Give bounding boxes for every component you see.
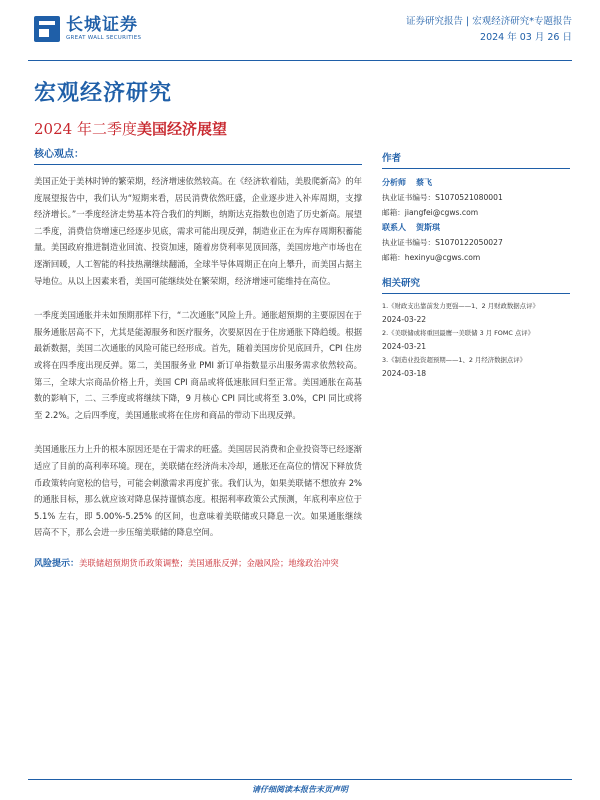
report-header [0,0,600,62]
risk-label: 风险提示： [34,558,80,569]
author-1-cert: 执业证书编号：S1070521080001 [382,193,503,202]
sidebar [382,150,570,381]
company-logo [34,16,141,42]
author-1-name: 分析师 蔡飞 [382,178,432,187]
paragraph-2: 一季度美国通胀并未如预期那样下行，“二次通胀”风险上升。通胀超预期的主要原因在于服务通胀居高不下，尤其是能源服务和医疗服务，次要原因在于住房通胀下降趋缓。根据最新数据，美国二次通胀的风险可能已经形成。首先，随着美国房价见底回升，CPI 住房或将在四季度出现反弹。第二，美国服务业 PMI 新订单指数显示出服务需求依然较高。第三，全球大宗商品价格上升，美国 CPI 商品或将低速胀回归至正常。美国通胀在高基数的影响下，二、三季度或将继续下降，9 月核心 CPI 同比或将至 3.0%，CPI 同比或将至 2.2%。之后四季度，美国通胀或将在住房和商品的带动下出现反弹。 [34,310,362,420]
logo-icon [34,16,60,42]
risk-warning [34,555,362,573]
related-item-3-title[interactable]: 3.《制造业投资超预期——1、2 月经济数据点评》 [382,356,527,364]
related-research-heading: 相关研究 [382,275,570,294]
core-view-heading: 核心观点： [34,145,362,165]
authors-heading: 作者 [382,150,570,169]
author-2-name: 联系人 贺斯琪 [382,223,440,232]
report-subtitle [34,118,227,139]
author-1-email[interactable]: 邮箱：jiangfei@cgws.com [382,208,479,217]
subtitle-bold: 美国经济展望 [136,120,227,138]
paragraph-1: 美国正处于美林时钟的繁荣期，经济增速依然较高。在《经济软着陆，美股爬新高》的年度展望报告中，我们认为“短期来看，居民消费依然旺盛，企业逐步进入补库周期，支撑经济增长。”一季度经济走势基本符合我们的判断，纳斯达克指数也创造了历史新高。展望二季度，消费信贷增速已经逐步见底，需求可能出现反弹，制造业正在为库存周期积蓄能量。美国政府推进制造业回流、投资加速，随着房贷利率见顶回落，美国房地产市场也在逐渐回暖，人工智能的科技热潮继续翻涌，全球半导体周期正在向上攀升，而美国占据主导地位。从以上因素来看，美国可能继续处在繁荣期，经济增速可能维持在高位。 [34,176,362,286]
report-type: 证券研究报告 | 宏观经济研究*专题报告 [406,16,572,27]
logo-english-name: GREAT WALL SECURITIES [66,35,142,41]
author-2-cert: 执业证书编号：S1070122050027 [382,238,503,247]
author-2-email[interactable]: 邮箱：hexinyu@cgws.com [382,253,481,262]
related-item-2-date: 2024-03-21 [382,342,427,351]
paragraph-3: 美国通胀压力上升的根本原因还是在于需求的旺盛。美国居民消费和企业投资等已经逐渐适应了目前的高利率环境。现在，美联储在经济尚未冷却，通胀还在高位的情况下释放货币政策转向宽松的信号，可能会刺激需求再度扩张。我们认为，如果美联储不想放弃 2% 的通胀目标，那么就应该对降息保持谨慎态度。根据利率政策公式预测，年底利率应位于 5.1% 左右，即 5.00%-5.25% 的区间，也意味着美联储或只降息一次。如果通胀继续居高不下，那么会进一步压缩美联储的降息空间。 [34,444,362,538]
footer-disclaimer: 请仔细阅读本报告末页声明 [252,785,348,794]
related-item-2-title[interactable]: 2.《美联储或将重回最鹰一美联储 3 月 FOMC 点评》 [382,329,535,337]
footer-divider [28,779,572,780]
report-date: 2024 年 03 月 26 日 [480,32,572,43]
related-item-3-date: 2024-03-18 [382,369,427,378]
related-item-1-title[interactable]: 1.《财政支出靠前发力更强——1、2 月财政数据点评》 [382,302,539,310]
risk-text: 美联储超预期货币政策调整；美国通胀反弹；金融风险；地缘政治冲突 [79,557,339,568]
main-content [34,145,362,572]
subtitle-prefix: 2024 年二季度 [34,120,137,138]
logo-chinese-name: 长城证券 [66,15,138,35]
header-meta [406,14,572,46]
header-divider [28,60,572,61]
page-title: 宏观经济研究 [34,81,173,106]
related-item-1-date: 2024-03-22 [382,315,427,324]
